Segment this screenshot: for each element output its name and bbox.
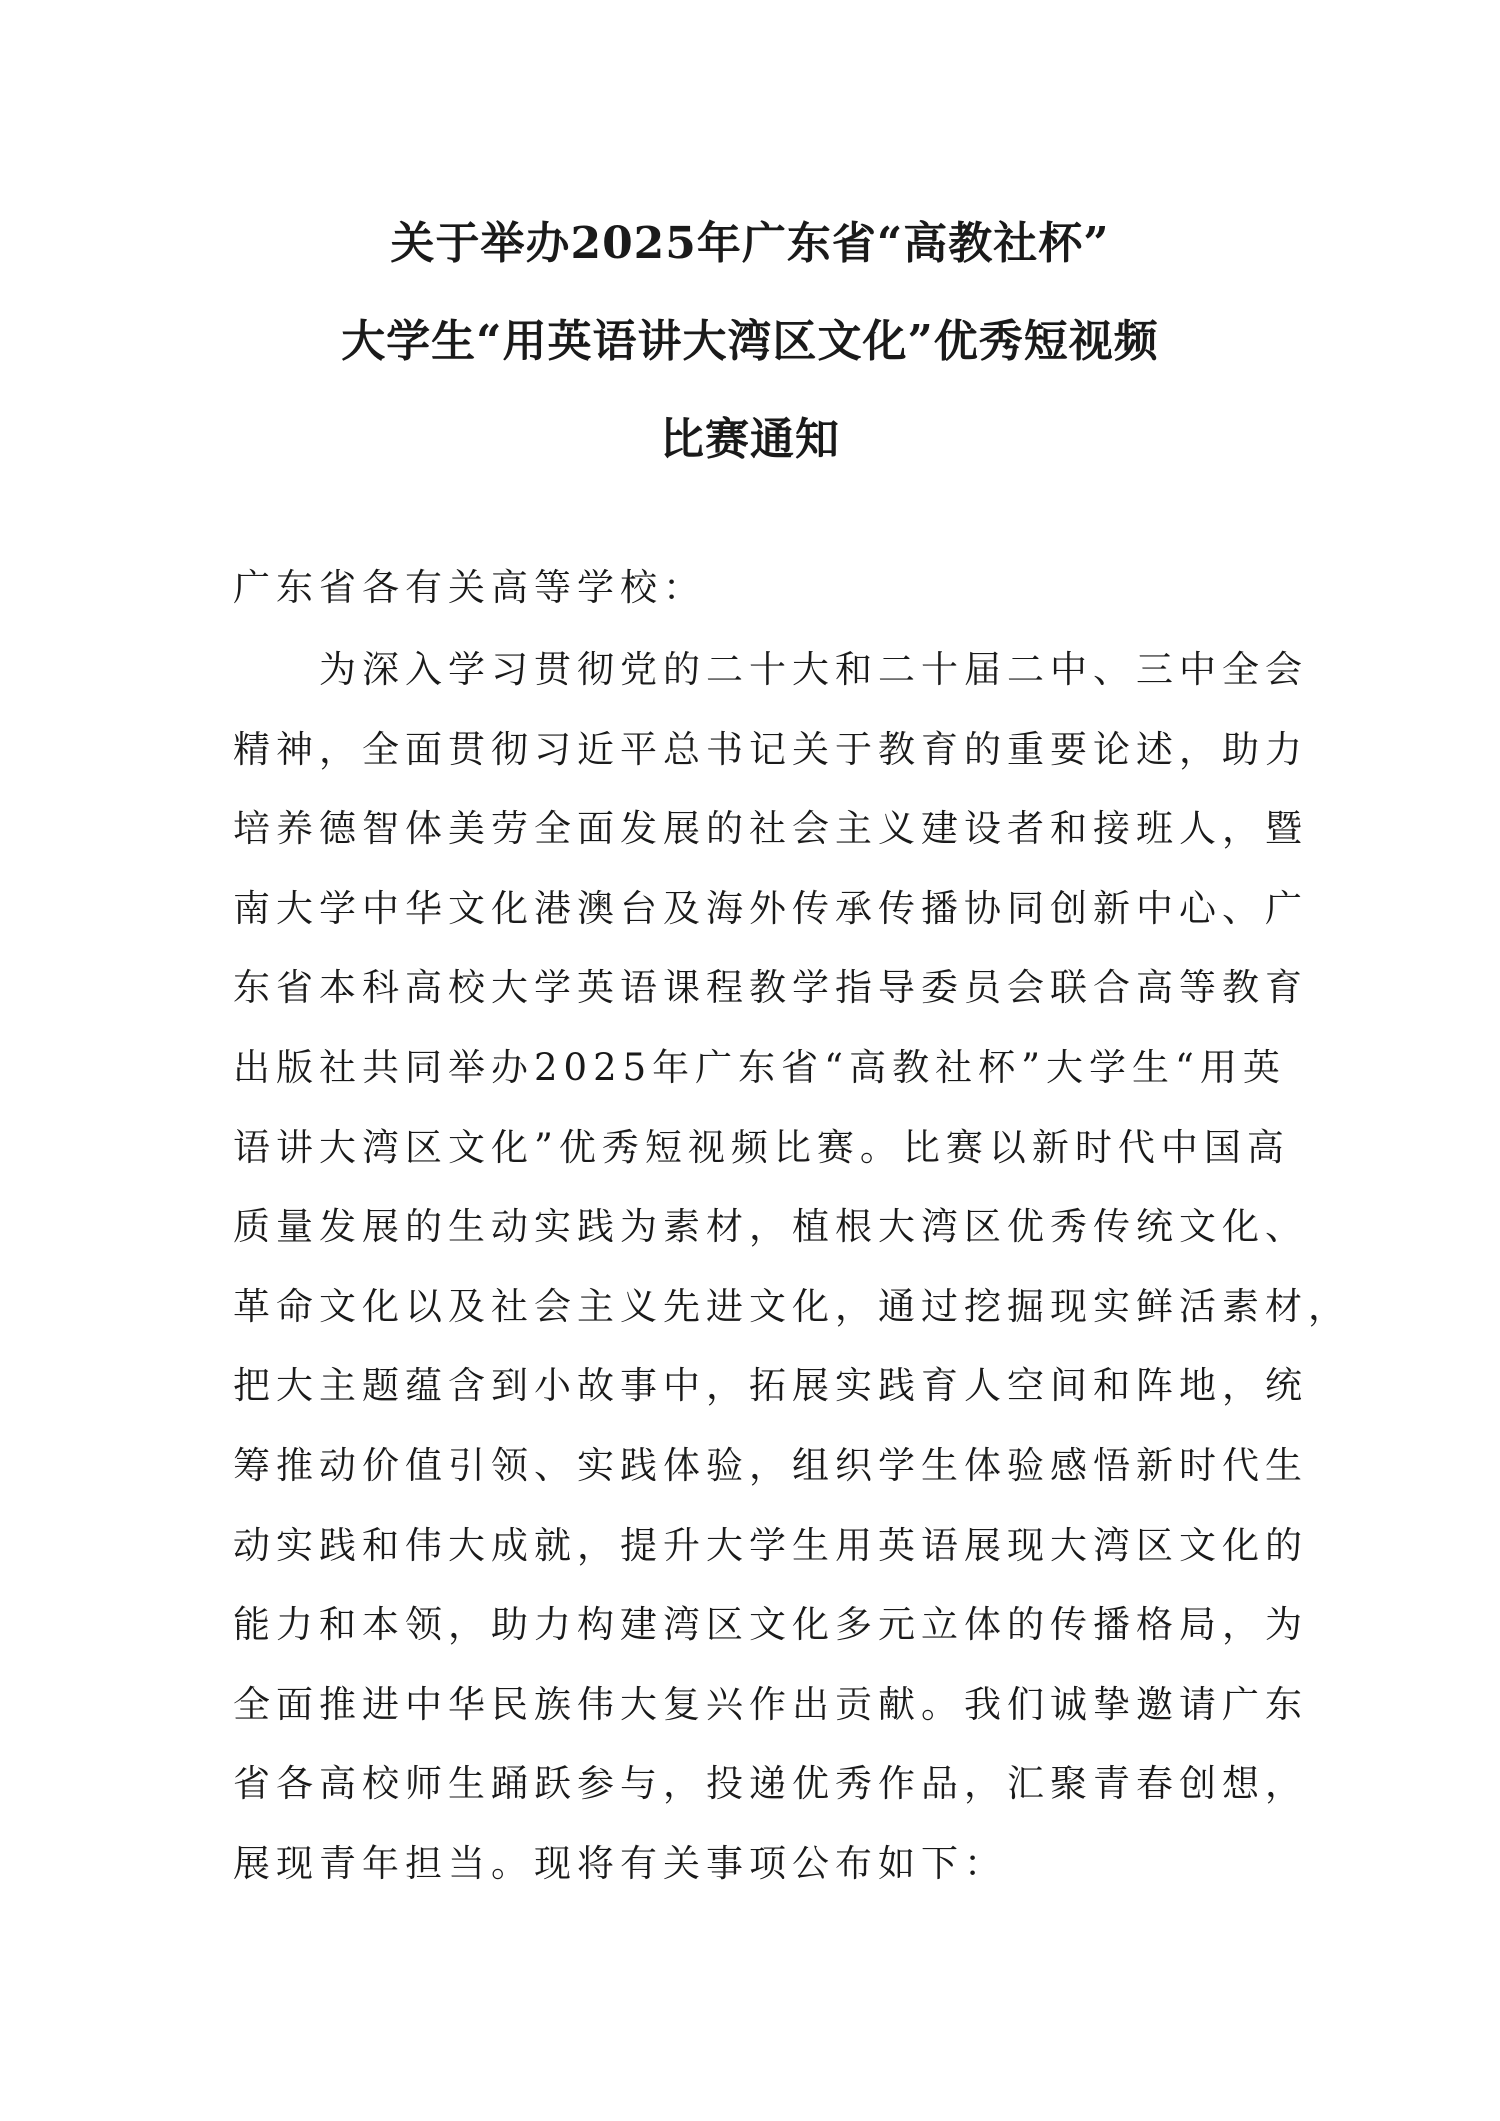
body-line: 动实践和伟大成就，提升大学生用英语展现大湾区文化的 (233, 1523, 1308, 1567)
document-title (0, 195, 1500, 489)
body-line: 省各高校师生踊跃参与，投递优秀作品，汇聚青春创想， (233, 1762, 1308, 1806)
body-line: 革命文化以及社会主义先进文化，通过挖掘现实鲜活素材， (233, 1284, 1351, 1328)
body-line: 为深入学习贯彻党的二十大和二十届二中、三中全会 (319, 648, 1308, 691)
body-line: 筹推动价值引领、实践体验，组织学生体验感悟新时代生 (233, 1443, 1308, 1487)
body-line: 培养德智体美劳全面发展的社会主义建设者和接班人，暨 (233, 807, 1308, 851)
body-line: 语讲大湾区文化”优秀短视频比赛。比赛以新时代中国高 (233, 1125, 1290, 1169)
body-line: 把大主题蕴含到小故事中，拓展实践育人空间和阵地，统 (233, 1364, 1308, 1408)
body-line: 出版社共同举办2025年广东省“高教社杯”大学生“用英 (233, 1045, 1286, 1089)
body-line: 展现青年担当。现将有关事项公布如下： (233, 1841, 1007, 1885)
body-line: 全面推进中华民族伟大复兴作出贡献。我们诚挚邀请广东 (233, 1682, 1308, 1726)
body-line: 东省本科高校大学英语课程教学指导委员会联合高等教育 (233, 966, 1308, 1010)
body-line: 南大学中华文化港澳台及海外传承传播协同创新中心、广 (233, 886, 1308, 930)
body-line: 能力和本领，助力构建湾区文化多元立体的传播格局，为 (233, 1603, 1308, 1647)
salutation: 广东省各有关高等学校： (233, 566, 706, 609)
body-paragraph (233, 630, 1351, 1904)
title-line-1: 关于举办2025年广东省“高教社杯” (390, 218, 1110, 269)
body-line: 质量发展的生动实践为素材，植根大湾区优秀传统文化、 (233, 1205, 1308, 1249)
title-line-3: 比赛通知 (660, 414, 840, 465)
body-line: 精神，全面贯彻习近平总书记关于教育的重要论述，助力 (233, 727, 1308, 771)
title-line-2: 大学生“用英语讲大湾区文化”优秀短视频 (341, 316, 1159, 367)
